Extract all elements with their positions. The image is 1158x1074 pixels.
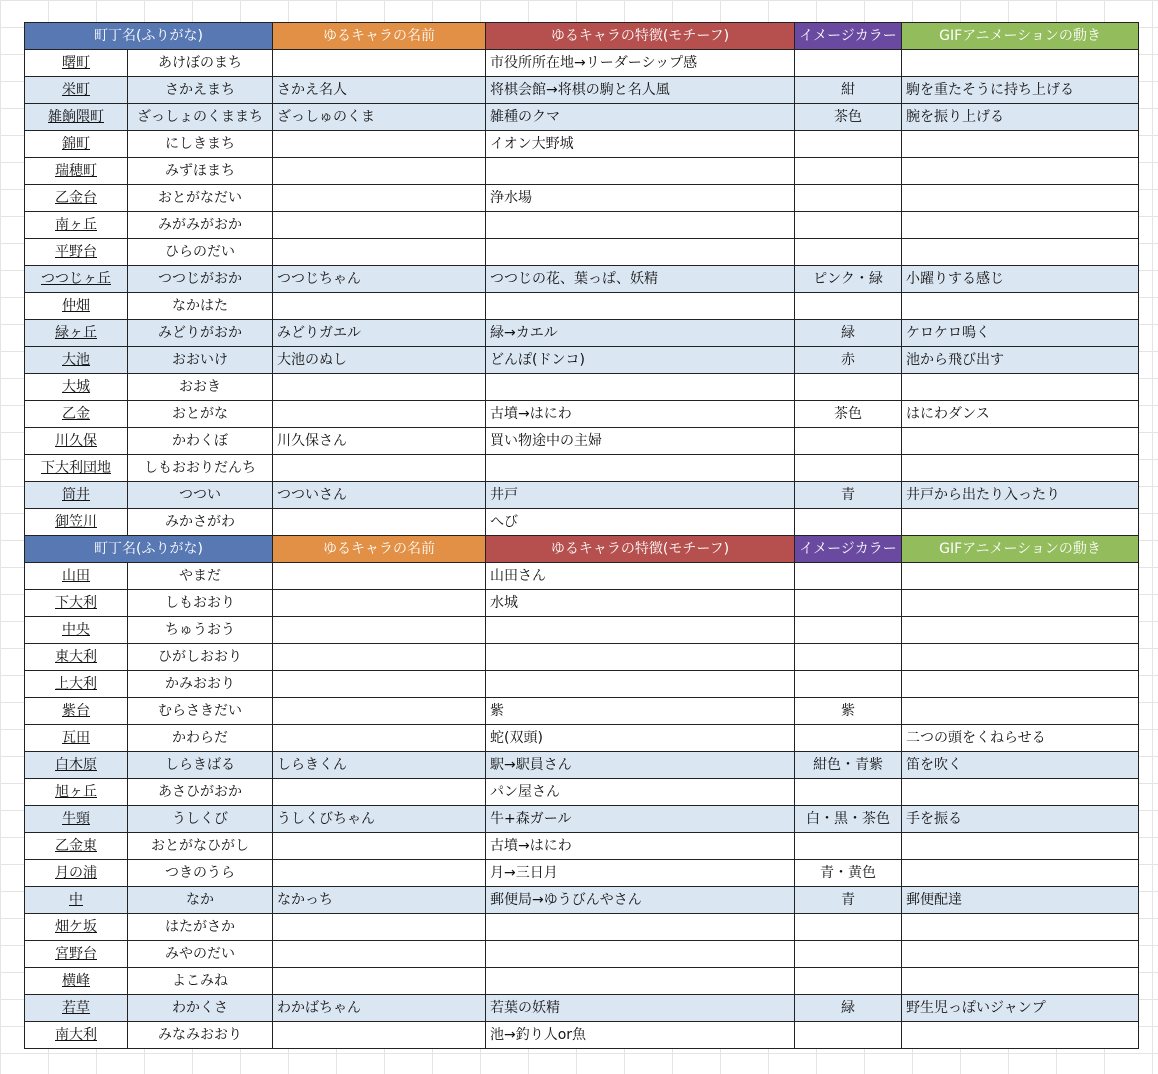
mascot-name-cell[interactable] <box>273 212 486 239</box>
mascot-name-cell[interactable]: ざっしゅのくま <box>273 104 486 131</box>
mascot-name-cell[interactable] <box>273 401 486 428</box>
image-color-cell[interactable]: 紫 <box>795 698 902 725</box>
furigana-cell[interactable]: むらさきだい <box>128 698 273 725</box>
gif-motion-cell[interactable] <box>902 374 1139 401</box>
mascot-name-cell[interactable] <box>273 374 486 401</box>
image-color-cell[interactable]: 青 <box>795 482 902 509</box>
header-gif-motion[interactable]: GIFアニメーションの動き <box>902 23 1139 50</box>
table-row <box>25 50 1139 77</box>
furigana-cell[interactable]: つつじがおか <box>128 266 273 293</box>
furigana-cell[interactable]: おおいけ <box>128 347 273 374</box>
table-row <box>25 77 1139 104</box>
furigana-cell[interactable]: なか <box>128 887 273 914</box>
image-color-cell[interactable] <box>795 239 902 266</box>
motif-cell[interactable]: 浄水場 <box>486 185 795 212</box>
furigana-cell[interactable]: しもおおり <box>128 590 273 617</box>
header-town-name[interactable]: 町丁名(ふりがな) <box>25 536 273 563</box>
table-row <box>25 806 1139 833</box>
mascot-name-cell[interactable] <box>273 131 486 158</box>
town-name-cell[interactable]: 乙金台 <box>25 185 128 212</box>
town-name-cell[interactable]: 東大利 <box>25 644 128 671</box>
motif-cell[interactable]: へび <box>486 509 795 536</box>
image-color-cell[interactable] <box>795 563 902 590</box>
town-name-cell[interactable]: 仲畑 <box>25 293 128 320</box>
town-name-cell[interactable]: 中央 <box>25 617 128 644</box>
mascot-name-cell[interactable] <box>273 158 486 185</box>
furigana-cell[interactable]: なかはた <box>128 293 273 320</box>
furigana-cell[interactable]: みずほまち <box>128 158 273 185</box>
header-town-name[interactable]: 町丁名(ふりがな) <box>25 23 273 50</box>
gif-motion-cell[interactable] <box>902 914 1139 941</box>
furigana-cell[interactable]: かみおおり <box>128 671 273 698</box>
image-color-cell[interactable] <box>795 1022 902 1049</box>
mascot-name-cell[interactable] <box>273 455 486 482</box>
motif-cell[interactable]: 駅→駅員さん <box>486 752 795 779</box>
table-row <box>25 212 1139 239</box>
town-name-cell[interactable]: 緑ヶ丘 <box>25 320 128 347</box>
header-mascot-name[interactable]: ゆるキャラの名前 <box>273 23 486 50</box>
furigana-cell[interactable]: みやのだい <box>128 941 273 968</box>
table-row <box>25 644 1139 671</box>
image-color-cell[interactable] <box>795 212 902 239</box>
motif-cell[interactable]: 月→三日月 <box>486 860 795 887</box>
town-name-cell[interactable]: 月の浦 <box>25 860 128 887</box>
town-name-cell[interactable]: 南ヶ丘 <box>25 212 128 239</box>
town-name-cell[interactable]: 宮野台 <box>25 941 128 968</box>
image-color-cell[interactable] <box>795 428 902 455</box>
table-row <box>25 293 1139 320</box>
motif-cell[interactable]: 牛+森ガール <box>486 806 795 833</box>
mascot-name-cell[interactable] <box>273 671 486 698</box>
image-color-cell[interactable]: 紺 <box>795 77 902 104</box>
furigana-cell[interactable]: うしくび <box>128 806 273 833</box>
town-name-cell[interactable]: 旭ヶ丘 <box>25 779 128 806</box>
image-color-cell[interactable]: 白・黒・茶色 <box>795 806 902 833</box>
motif-cell[interactable] <box>486 239 795 266</box>
mascot-name-cell[interactable]: わかばちゃん <box>273 995 486 1022</box>
town-name-cell[interactable]: 下大利団地 <box>25 455 128 482</box>
furigana-cell[interactable]: ちゅうおう <box>128 617 273 644</box>
table-row <box>25 590 1139 617</box>
furigana-cell[interactable]: おとがなだい <box>128 185 273 212</box>
furigana-cell[interactable]: つきのうら <box>128 860 273 887</box>
furigana-cell[interactable]: しもおおりだんち <box>128 455 273 482</box>
gif-motion-cell[interactable] <box>902 968 1139 995</box>
image-color-cell[interactable] <box>795 968 902 995</box>
town-name-cell[interactable]: 畑ケ坂 <box>25 914 128 941</box>
gif-motion-cell[interactable]: ケロケロ鳴く <box>902 320 1139 347</box>
motif-cell[interactable]: 蛇(双頭) <box>486 725 795 752</box>
motif-cell[interactable] <box>486 455 795 482</box>
town-name-cell[interactable]: 乙金 <box>25 401 128 428</box>
table-row <box>25 428 1139 455</box>
image-color-cell[interactable]: 赤 <box>795 347 902 374</box>
motif-cell[interactable]: 古墳→はにわ <box>486 833 795 860</box>
motif-cell[interactable] <box>486 644 795 671</box>
table-row <box>25 401 1139 428</box>
mascot-name-cell[interactable]: しらきくん <box>273 752 486 779</box>
town-name-cell[interactable]: 筒井 <box>25 482 128 509</box>
furigana-cell[interactable]: おとがなひがし <box>128 833 273 860</box>
furigana-cell[interactable]: かわらだ <box>128 725 273 752</box>
gif-motion-cell[interactable] <box>902 860 1139 887</box>
town-name-cell[interactable]: 若草 <box>25 995 128 1022</box>
image-color-cell[interactable] <box>795 293 902 320</box>
gif-motion-cell[interactable]: 二つの頭をくねらせる <box>902 725 1139 752</box>
table-row <box>25 725 1139 752</box>
motif-cell[interactable]: 井戸 <box>486 482 795 509</box>
town-name-cell[interactable]: 大城 <box>25 374 128 401</box>
town-name-cell[interactable]: 紫台 <box>25 698 128 725</box>
motif-cell[interactable]: つつじの花、葉っぱ、妖精 <box>486 266 795 293</box>
town-name-cell[interactable]: 乙金東 <box>25 833 128 860</box>
table-row <box>25 995 1139 1022</box>
image-color-cell[interactable]: 紺色・青紫 <box>795 752 902 779</box>
table-row <box>25 266 1139 293</box>
town-name-cell[interactable]: 錦町 <box>25 131 128 158</box>
mascot-name-cell[interactable] <box>273 725 486 752</box>
table-row <box>25 914 1139 941</box>
gif-motion-cell[interactable] <box>902 239 1139 266</box>
table-row <box>25 1022 1139 1049</box>
mascot-name-cell[interactable] <box>273 239 486 266</box>
furigana-cell[interactable]: みなみおおり <box>128 1022 273 1049</box>
table-row <box>25 347 1139 374</box>
table-row <box>25 482 1139 509</box>
table-row <box>25 158 1139 185</box>
gif-motion-cell[interactable] <box>902 671 1139 698</box>
town-name-cell[interactable]: 曙町 <box>25 50 128 77</box>
mascot-name-cell[interactable] <box>273 590 486 617</box>
image-color-cell[interactable] <box>795 131 902 158</box>
table-row <box>25 833 1139 860</box>
town-name-cell[interactable]: 大池 <box>25 347 128 374</box>
table-row <box>25 563 1139 590</box>
gif-motion-cell[interactable]: 駒を重たそうに持ち上げる <box>902 77 1139 104</box>
image-color-cell[interactable]: 青・黄色 <box>795 860 902 887</box>
motif-cell[interactable]: 買い物途中の主婦 <box>486 428 795 455</box>
image-color-cell[interactable] <box>795 509 902 536</box>
image-color-cell[interactable] <box>795 374 902 401</box>
mascot-name-cell[interactable]: さかえ名人 <box>273 77 486 104</box>
motif-cell[interactable]: 市役所所在地→リーダーシップ感 <box>486 50 795 77</box>
mascot-name-cell[interactable] <box>273 185 486 212</box>
mascot-name-cell[interactable] <box>273 833 486 860</box>
image-color-cell[interactable] <box>795 941 902 968</box>
motif-cell[interactable]: 水城 <box>486 590 795 617</box>
furigana-cell[interactable]: あさひがおか <box>128 779 273 806</box>
gif-motion-cell[interactable] <box>902 455 1139 482</box>
town-name-cell[interactable]: 山田 <box>25 563 128 590</box>
furigana-cell[interactable]: あけぼのまち <box>128 50 273 77</box>
furigana-cell[interactable]: しらきばる <box>128 752 273 779</box>
town-name-cell[interactable]: 南大利 <box>25 1022 128 1049</box>
town-name-cell[interactable]: 中 <box>25 887 128 914</box>
gif-motion-cell[interactable] <box>902 509 1139 536</box>
image-color-cell[interactable]: 緑 <box>795 320 902 347</box>
motif-cell[interactable]: パン屋さん <box>486 779 795 806</box>
mascot-name-cell[interactable] <box>273 968 486 995</box>
table-row <box>25 185 1139 212</box>
motif-cell[interactable] <box>486 374 795 401</box>
gif-motion-cell[interactable] <box>902 131 1139 158</box>
table-row <box>25 509 1139 536</box>
motif-cell[interactable]: 紫 <box>486 698 795 725</box>
town-name-cell[interactable]: 御笠川 <box>25 509 128 536</box>
motif-cell[interactable]: 郵便局→ゆうびんやさん <box>486 887 795 914</box>
town-name-cell[interactable]: 瑞穂町 <box>25 158 128 185</box>
table-row <box>25 860 1139 887</box>
header-image-color[interactable]: イメージカラー <box>795 23 902 50</box>
mascot-name-cell[interactable] <box>273 644 486 671</box>
gif-motion-cell[interactable]: 井戸から出たり入ったり <box>902 482 1139 509</box>
image-color-cell[interactable]: ピンク・緑 <box>795 266 902 293</box>
image-color-cell[interactable] <box>795 644 902 671</box>
table-row <box>25 968 1139 995</box>
table-row <box>25 239 1139 266</box>
mascot-name-cell[interactable]: つつじちゃん <box>273 266 486 293</box>
table-row <box>25 887 1139 914</box>
mascot-name-cell[interactable] <box>273 563 486 590</box>
sheet-body <box>25 23 1139 1049</box>
mascot-name-cell[interactable] <box>273 941 486 968</box>
table-row <box>25 698 1139 725</box>
table-row <box>25 131 1139 158</box>
motif-cell[interactable]: 若葉の妖精 <box>486 995 795 1022</box>
image-color-cell[interactable]: 茶色 <box>795 401 902 428</box>
table-row <box>25 455 1139 482</box>
image-color-cell[interactable] <box>795 185 902 212</box>
motif-cell[interactable] <box>486 293 795 320</box>
table-row <box>25 104 1139 131</box>
gif-motion-cell[interactable] <box>902 185 1139 212</box>
image-color-cell[interactable] <box>795 671 902 698</box>
image-color-cell[interactable] <box>795 455 902 482</box>
mascot-name-cell[interactable] <box>273 50 486 77</box>
gif-motion-cell[interactable] <box>902 428 1139 455</box>
town-name-cell[interactable]: 白木原 <box>25 752 128 779</box>
header-image-color[interactable]: イメージカラー <box>795 536 902 563</box>
mascot-name-cell[interactable]: うしくびちゃん <box>273 806 486 833</box>
table-row <box>25 617 1139 644</box>
gif-motion-cell[interactable]: 小躍りする感じ <box>902 266 1139 293</box>
furigana-cell[interactable]: ざっしょのくままち <box>128 104 273 131</box>
motif-cell[interactable]: どんぽ(ドンコ) <box>486 347 795 374</box>
mascot-name-cell[interactable] <box>273 1022 486 1049</box>
motif-cell[interactable] <box>486 941 795 968</box>
town-name-cell[interactable]: 雑餉隈町 <box>25 104 128 131</box>
gif-motion-cell[interactable] <box>902 293 1139 320</box>
image-color-cell[interactable]: 茶色 <box>795 104 902 131</box>
mascot-name-cell[interactable]: みどりガエル <box>273 320 486 347</box>
gif-motion-cell[interactable]: 池から飛び出す <box>902 347 1139 374</box>
table-row <box>25 374 1139 401</box>
gif-motion-cell[interactable] <box>902 698 1139 725</box>
gif-motion-cell[interactable] <box>902 158 1139 185</box>
motif-cell[interactable]: 山田さん <box>486 563 795 590</box>
mascot-name-cell[interactable]: 大池のぬし <box>273 347 486 374</box>
mascot-name-cell[interactable] <box>273 860 486 887</box>
mascot-name-cell[interactable]: つついさん <box>273 482 486 509</box>
mascot-name-cell[interactable] <box>273 293 486 320</box>
furigana-cell[interactable]: よこみね <box>128 968 273 995</box>
furigana-cell[interactable]: にしきまち <box>128 131 273 158</box>
town-name-cell[interactable]: 横峰 <box>25 968 128 995</box>
town-name-cell[interactable]: 川久保 <box>25 428 128 455</box>
town-name-cell[interactable]: 栄町 <box>25 77 128 104</box>
town-name-cell[interactable]: 牛頸 <box>25 806 128 833</box>
header-gif-motion[interactable]: GIFアニメーションの動き <box>902 536 1139 563</box>
motif-cell[interactable] <box>486 158 795 185</box>
image-color-cell[interactable] <box>795 725 902 752</box>
furigana-cell[interactable]: かわくぼ <box>128 428 273 455</box>
image-color-cell[interactable] <box>795 617 902 644</box>
gif-motion-cell[interactable] <box>902 50 1139 77</box>
furigana-cell[interactable]: ひらのだい <box>128 239 273 266</box>
gif-motion-cell[interactable] <box>902 833 1139 860</box>
gif-motion-cell[interactable]: 郵便配達 <box>902 887 1139 914</box>
table-row <box>25 671 1139 698</box>
furigana-cell[interactable]: はたがさか <box>128 914 273 941</box>
gif-motion-cell[interactable] <box>902 779 1139 806</box>
motif-cell[interactable]: 雑種のクマ <box>486 104 795 131</box>
motif-cell[interactable] <box>486 968 795 995</box>
column-header-row <box>25 536 1139 563</box>
gif-motion-cell[interactable] <box>902 1022 1139 1049</box>
image-color-cell[interactable] <box>795 833 902 860</box>
mascot-name-cell[interactable]: 川久保さん <box>273 428 486 455</box>
mascot-name-cell[interactable] <box>273 779 486 806</box>
furigana-cell[interactable]: わかくさ <box>128 995 273 1022</box>
furigana-cell[interactable]: おおき <box>128 374 273 401</box>
table-row <box>25 320 1139 347</box>
table-row <box>25 779 1139 806</box>
furigana-cell[interactable]: つつい <box>128 482 273 509</box>
image-color-cell[interactable] <box>795 914 902 941</box>
image-color-cell[interactable] <box>795 158 902 185</box>
gif-motion-cell[interactable] <box>902 563 1139 590</box>
gif-motion-cell[interactable]: 手を振る <box>902 806 1139 833</box>
town-name-cell[interactable]: 上大利 <box>25 671 128 698</box>
mascot-name-cell[interactable] <box>273 698 486 725</box>
mascot-name-cell[interactable] <box>273 509 486 536</box>
town-name-cell[interactable]: 下大利 <box>25 590 128 617</box>
furigana-cell[interactable]: みかさがわ <box>128 509 273 536</box>
motif-cell[interactable] <box>486 212 795 239</box>
column-header-row <box>25 23 1139 50</box>
gif-motion-cell[interactable] <box>902 941 1139 968</box>
image-color-cell[interactable] <box>795 50 902 77</box>
town-name-cell[interactable]: 平野台 <box>25 239 128 266</box>
gif-motion-cell[interactable] <box>902 212 1139 239</box>
motif-cell[interactable]: 将棋会館→将棋の駒と名人風 <box>486 77 795 104</box>
motif-cell[interactable]: 池→釣り人or魚 <box>486 1022 795 1049</box>
mascot-name-cell[interactable] <box>273 914 486 941</box>
table-row <box>25 941 1139 968</box>
image-color-cell[interactable]: 青 <box>795 887 902 914</box>
furigana-cell[interactable]: ひがしおおり <box>128 644 273 671</box>
motif-cell[interactable] <box>486 617 795 644</box>
image-color-cell[interactable] <box>795 779 902 806</box>
image-color-cell[interactable] <box>795 590 902 617</box>
header-motif[interactable]: ゆるキャラの特徴(モチーフ) <box>486 536 795 563</box>
motif-cell[interactable] <box>486 671 795 698</box>
mascot-name-cell[interactable]: なかっち <box>273 887 486 914</box>
image-color-cell[interactable]: 緑 <box>795 995 902 1022</box>
motif-cell[interactable]: イオン大野城 <box>486 131 795 158</box>
mascot-name-cell[interactable] <box>273 617 486 644</box>
furigana-cell[interactable]: みどりがおか <box>128 320 273 347</box>
gif-motion-cell[interactable] <box>902 617 1139 644</box>
furigana-cell[interactable]: やまだ <box>128 563 273 590</box>
motif-cell[interactable] <box>486 914 795 941</box>
gif-motion-cell[interactable] <box>902 644 1139 671</box>
table-row <box>25 752 1139 779</box>
furigana-cell[interactable]: おとがな <box>128 401 273 428</box>
gif-motion-cell[interactable]: 笛を吹く <box>902 752 1139 779</box>
gif-motion-cell[interactable]: 野生児っぽいジャンプ <box>902 995 1139 1022</box>
motif-cell[interactable]: 古墳→はにわ <box>486 401 795 428</box>
header-mascot-name[interactable]: ゆるキャラの名前 <box>273 536 486 563</box>
town-name-cell[interactable]: つつじヶ丘 <box>25 266 128 293</box>
gif-motion-cell[interactable]: 腕を振り上げる <box>902 104 1139 131</box>
furigana-cell[interactable]: みがみがおか <box>128 212 273 239</box>
motif-cell[interactable]: 緑→カエル <box>486 320 795 347</box>
gif-motion-cell[interactable] <box>902 590 1139 617</box>
town-name-cell[interactable]: 瓦田 <box>25 725 128 752</box>
gif-motion-cell[interactable]: はにわダンス <box>902 401 1139 428</box>
spreadsheet-table <box>24 22 1139 1049</box>
furigana-cell[interactable]: さかえまち <box>128 77 273 104</box>
header-motif[interactable]: ゆるキャラの特徴(モチーフ) <box>486 23 795 50</box>
